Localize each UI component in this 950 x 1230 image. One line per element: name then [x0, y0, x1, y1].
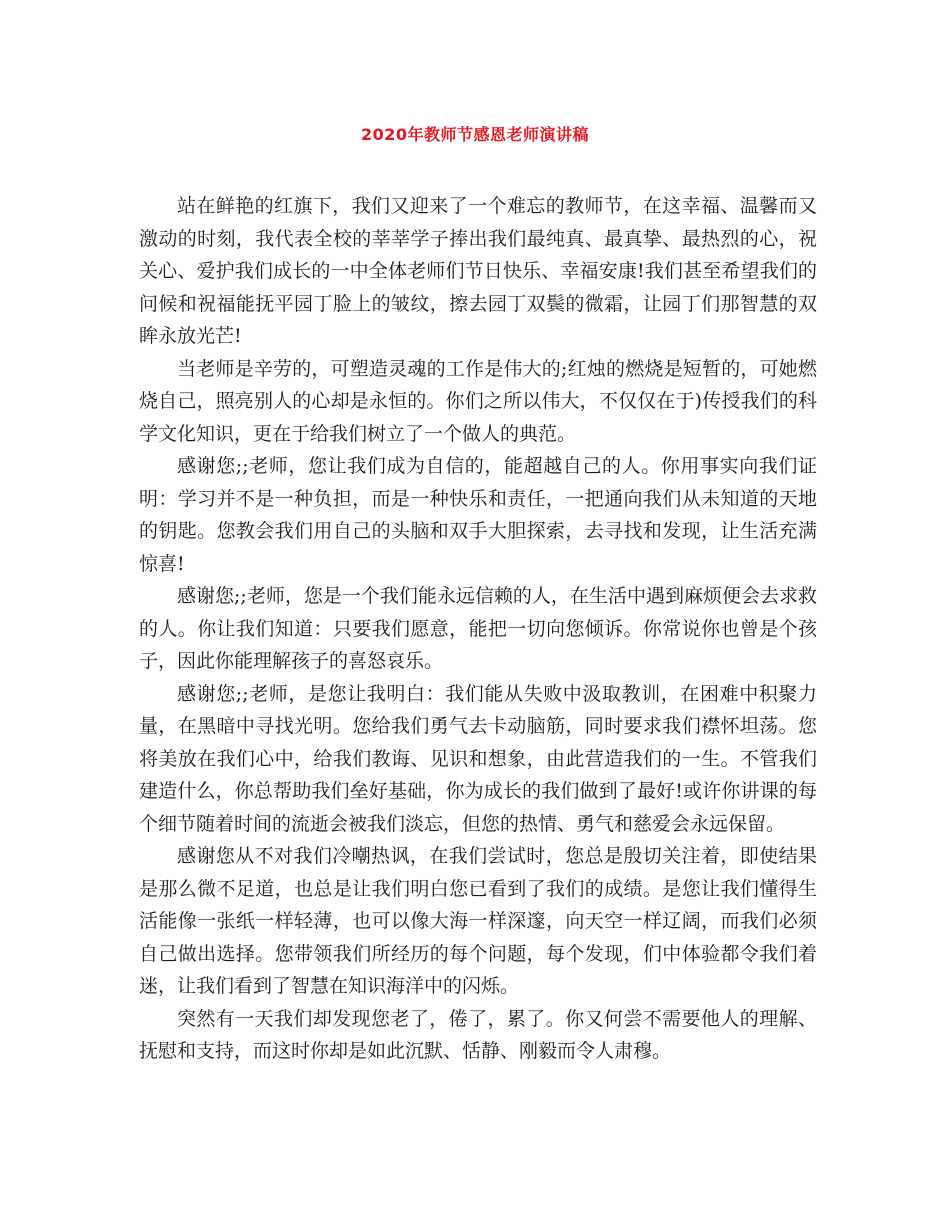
document-title: 2020年教师节感恩老师演讲稿: [360, 125, 590, 144]
paragraph: 感谢您;;老师，是您让我明白：我们能从失败中汲取教训，在困难中积聚力量，在黑暗中寻找光明。您给我们勇气去卡动脑筋，同时要求我们襟怀坦荡。您将美放在我们心中，给我们教诲、见识和想象，由此营造我们的一生。不管我们建造什么，你总帮助我们垒好基础，你为成长的我们做到了最好!或许你讲课的每个细节随着时间的流逝会被我们淡忘，但您的热情、勇气和慈爱会永远保留。: [139, 682, 817, 835]
paragraph: 站在鲜艳的红旗下，我们又迎来了一个难忘的教师节，在这幸福、温馨而又激动的时刻，我代表全校的莘莘学子捧出我们最纯真、最真挚、最热烈的心，祝关心、爱护我们成长的一中全体老师们节日快乐、幸福安康!我们甚至希望我们的问候和祝福能抚平园丁脸上的皱纹，擦去园丁双鬓的微霜，让园丁们那智慧的双眸永放光芒!: [139, 195, 817, 347]
document-body: [139, 190, 817, 1068]
paragraph: 感谢您;;老师，您让我们成为自信的，能超越自己的人。你用事实向我们证明：学习并不是一种负担，而是一种快乐和责任，一把通向我们从未知道的天地的钥匙。您教会我们用自己的头脑和双手大胆探索，去寻找和发现，让生活充满惊喜!: [139, 455, 817, 575]
paragraph: 当老师是辛劳的，可塑造灵魂的工作是伟大的;红烛的燃烧是短暂的，可她燃烧自己，照亮别人的心却是永恒的。你们之所以伟大，不仅仅在于)传授我们的科学文化知识，更在于给我们树立了一个做人的典范。: [139, 357, 817, 445]
paragraph: 感谢您;;老师，您是一个我们能永远信赖的人，在生活中遇到麻烦便会去求救的人。你让我们知道：只要我们愿意，能把一切向您倾诉。你常说你也曾是个孩子，因此你能理解孩子的喜怒哀乐。: [139, 585, 817, 672]
paragraph: 感谢您从不对我们冷嘲热讽，在我们尝试时，您总是殷切关注着，即使结果是那么微不足道，也总是让我们明白您已看到了我们的成绩。是您让我们懂得生活能像一张纸一样轻薄，也可以像大海一样深邃，向天空一样辽阔，而我们必须自己做出选择。您带领我们所经历的每个问题，每个发现，们中体验都令我们着迷，让我们看到了智慧在知识海洋中的闪烁。: [139, 845, 817, 997]
paragraph: 突然有一天我们却发现您老了，倦了，累了。你又何尝不需要他人的理解、抚慰和支持，而这时你却是如此沉默、恬静、刚毅而令人肃穆。: [139, 1007, 817, 1062]
